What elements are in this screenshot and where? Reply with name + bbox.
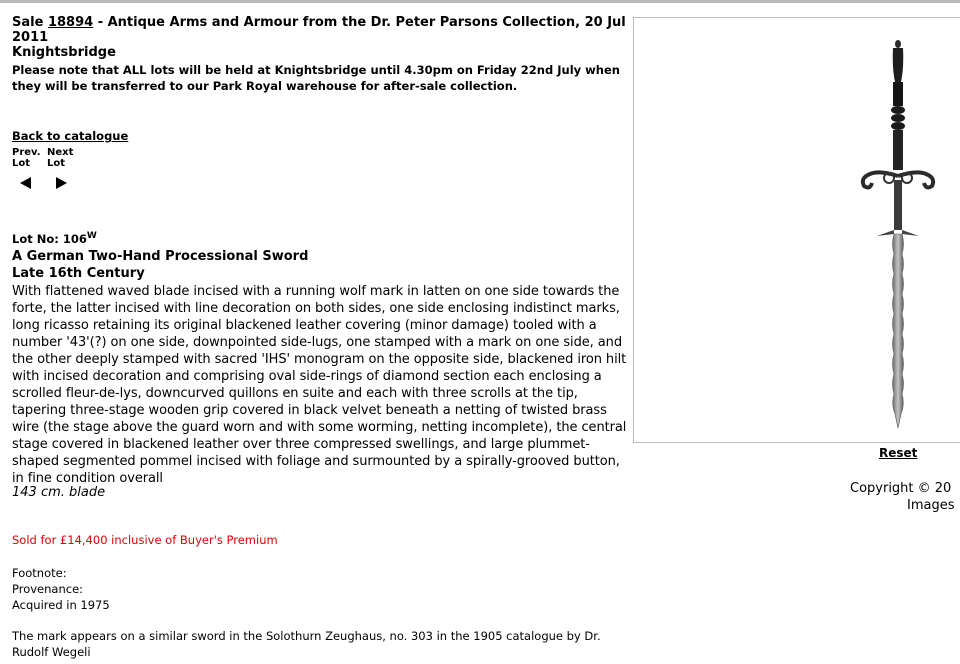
copyright-text: Copyright © 20 [850, 481, 952, 496]
back-to-catalogue-link[interactable]: Back to catalogue [12, 129, 129, 143]
provenance-label: Provenance: [12, 582, 84, 596]
images-text: Images [907, 498, 955, 513]
lot-number: Lot No: $106^W$ [12, 231, 97, 246]
footnote-mark-note: The mark appears on a similar sword in the Solothurn Zeughaus, no. 303 in the 1905 catalogue by Dr. Rudolf Wegeli [12, 629, 601, 659]
lot-measurement: 143 cm. blade [12, 485, 106, 500]
footnote-label: Footnote: [12, 566, 67, 580]
collection-notice: Please note that ALL lots will be held at Knightsbridge until 4.30pm on Friday 22nd July when they will be transferred to our Park Royal warehouse for after-sale collection. [12, 63, 620, 93]
lot-description: With flattened waved blade incised with a running wolf mark in latten on one side towards the forte, the latter incised with line decoration on both sides, one side enclosing indistinct marks, long ricasso retaining its original blackened leather covering (minor damage) tooled with a number '43'(?) on one side, downpointed side-lugs, one stamped with a mark on one side, and the other deeply stamped with sacred 'IHS' monogram on the opposite side, blackened iron hilt with incised decoration and comprising oval side-rings of diamond section each enclosing a scrolled fleur-de-lys, downcurved quillons en suite and each with three scrolls at the tip, tapering three-stage wooden grip covered in black velvet beneath a netting of twisted brass wire (the stage above the guard worn and with some worming, netting incomplete), the central stage covered in blackened leather over three compressed swellings, and large plummet-shaped segmented pommel incised with foliage and surmounted by a spirally-grooved button, in fine condition overall [12, 284, 627, 486]
next-lot-label[interactable]: Next Lot [47, 147, 74, 169]
reset-image-button[interactable]: Reset [879, 446, 918, 460]
top-border [0, 0, 960, 3]
sold-price: Sold for £14,400 inclusive of Buyer's Premium [12, 533, 278, 547]
sale-location: Knightsbridge [12, 45, 116, 60]
lot-period: Late 16th Century [12, 266, 145, 281]
sale-number-link[interactable]: 18894 [47, 15, 94, 30]
lot-details-panel [12, 15, 634, 659]
lot-image-frame[interactable] [633, 17, 960, 443]
prev-lot-label[interactable]: Prev. Lot [12, 147, 41, 169]
provenance-acquired: Acquired in 1975 [12, 598, 110, 612]
lot-superscript: W [86, 231, 97, 241]
sword-image [634, 18, 960, 442]
lot-title: A German Two-Hand Processional Sword Late 16th Century [12, 249, 309, 281]
prev-lot-arrow-icon[interactable] [20, 177, 31, 189]
next-lot-arrow-icon[interactable] [56, 177, 67, 189]
sale-title: Sale 18894 - Antique Arms and Armour from the Dr. Peter Parsons Collection, 20 Jul 2011 [12, 15, 626, 45]
